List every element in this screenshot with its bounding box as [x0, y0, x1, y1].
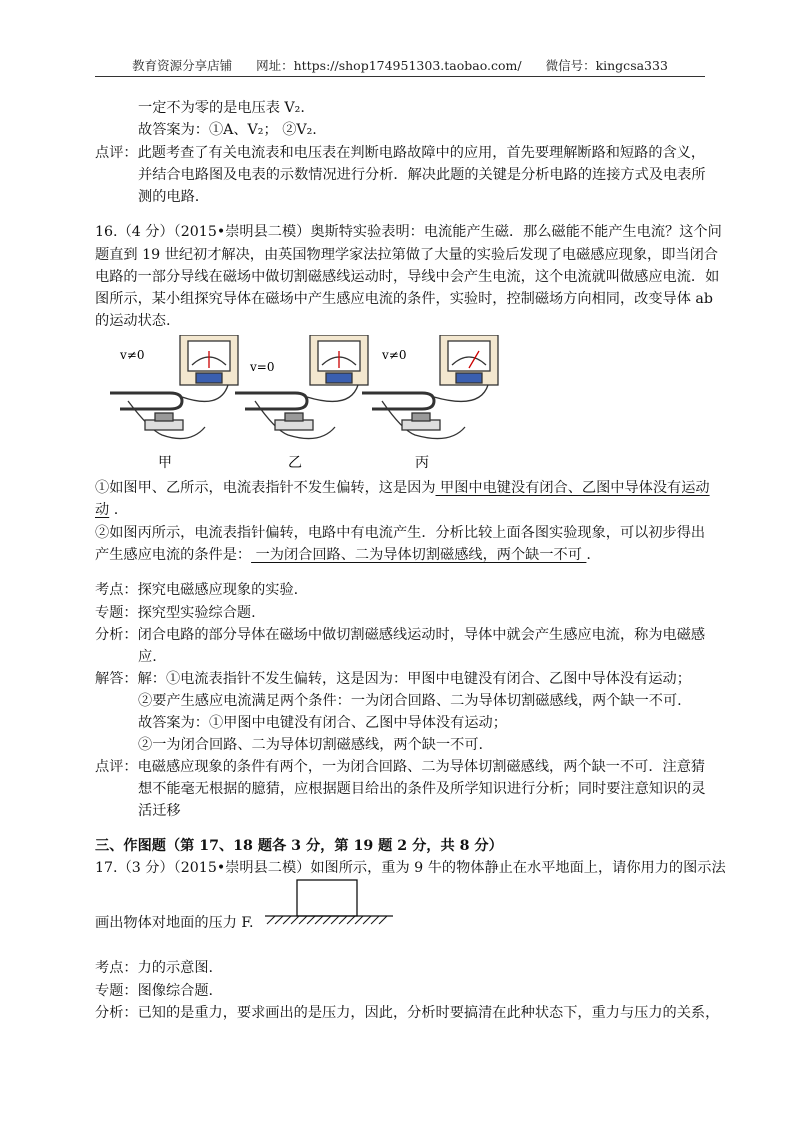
answer-2-end: .: [586, 547, 591, 563]
prev-comment-1: 点评：此题考查了有关电流表和电压表在判断电路故障中的应用，首先要理解断路和短路的含义，: [95, 145, 706, 161]
answer-1-line: [95, 478, 710, 498]
prev-line-2: 故答案为：①A、V₂； ②V₂.: [138, 122, 317, 138]
q17-knowledge-point: 考点：力的示意图.: [95, 960, 214, 976]
answer-1-fill-cont: 动: [95, 502, 110, 518]
velocity-label-yi: v=0: [250, 360, 275, 374]
q16-solution-2: ②要产生感应电流满足两个条件：一为闭合回路、二为导体切割磁感线，两个缺一不可.: [138, 693, 682, 709]
q17-line-1: 17.（3 分）（2015•崇明县二模）如图所示，重为 9 牛的物体静止在水平地面上，请你用力的图示法: [95, 860, 726, 876]
q16-analysis-2: 应.: [138, 649, 157, 665]
velocity-label-jia: v≠0: [120, 348, 145, 362]
header-url: 网址：https://shop174951303.taobao.com/: [256, 58, 522, 73]
ground-hatch: [267, 916, 387, 924]
answer-1-line-2: [95, 500, 118, 520]
page-header: [0, 56, 800, 74]
q16-comment-1: 点评：电磁感应现象的条件有两个，一为闭合回路、二为导体切割磁感线，两个缺一不可．注意猜: [95, 759, 706, 775]
block-on-ground-figure: [265, 878, 395, 928]
q16-solution-1: 解答：解：①电流表指针不发生偏转，这是因为：甲图中电键没有闭合、乙图中导体没有运动；: [95, 671, 691, 687]
block: [297, 880, 357, 916]
velocity-label-bing: v≠0: [382, 348, 407, 362]
q16-line-1: 16.（4 分）（2015•崇明县二模）奥斯特实验表明：电流能产生磁．那么磁能不能产生电流？这个问: [95, 224, 722, 240]
prev-comment-2: 并结合电路图及电表的示数情况进行分析．解决此题的关键是分析电路的连接方式及电表所: [138, 167, 706, 183]
induction-experiment-figure: [110, 335, 530, 475]
q16-comment-3: 活迁移: [138, 803, 181, 819]
q16-line-4: 图所示，某小组探究导体在磁场中产生感应电流的条件，实验时，控制磁场方向相同，改变导体 ab: [95, 291, 713, 307]
q17-topic: 专题：图像综合题.: [95, 983, 214, 999]
q16-analysis-1: 分析：闭合电路的部分导体在磁场中做切割磁感线运动时，导体中就会产生感应电流，称为电磁感: [95, 627, 706, 643]
q16-line-5: 的运动状态.: [95, 313, 171, 329]
q16-comment-2: 想不能毫无根据的臆猜，应根据题目给出的条件及所学知识进行分析；同时要注意知识的灵: [138, 781, 706, 797]
answer-1-end: .: [109, 502, 119, 518]
q16-topic: 专题：探究型实验综合题.: [95, 605, 256, 621]
header-rule: [95, 76, 705, 77]
q17-analysis: 分析：已知的是重力，要求画出的是压力，因此，分析时要搞清在此种状态下，重力与压力的关系，: [95, 1005, 720, 1021]
answer-2-line-1: ②如图丙所示，电流表指针偏转，电路中有电流产生．分析比较上面各图实验现象，可以初步得出: [95, 525, 706, 541]
q16-line-3: 电路的一部分导线在磁场中做切割磁感线运动时，导线中会产生电流，这个电流就叫做感应电流．如: [95, 269, 720, 285]
prev-line-1: 一定不为零的是电压表 V₂.: [138, 100, 305, 116]
q16-solution-4: ②一为闭合回路、二为导体切割磁感线，两个缺一不可.: [138, 737, 484, 753]
header-shop: 教育资源分享店铺: [132, 58, 233, 73]
header-wechat: 微信号：kingcsa333: [545, 58, 668, 73]
answer-2-line-2: [95, 545, 591, 565]
prev-comment-3: 测的电路.: [138, 189, 200, 205]
caption-jia: 甲: [158, 455, 172, 471]
q16-line-2: 题直到 19 世纪初才解决，由英国物理学家法拉第做了大量的实验后发现了电磁感应现象，即当闭合: [95, 247, 718, 263]
answer-1-prompt: ①如图甲、乙所示，电流表指针不发生偏转，这是因为: [95, 480, 436, 496]
caption-bing: 丙: [415, 455, 429, 471]
apparatus-yi: [235, 335, 368, 439]
section-3-title: 三、作图题（第 17、18 题各 3 分，第 19 题 2 分，共 8 分）: [95, 838, 503, 854]
answer-1-fill: 甲图中电键没有闭合、乙图中导体没有运动: [435, 480, 710, 496]
q17-line-2: 画出物体对地面的压力 F.: [95, 915, 254, 931]
q16-knowledge-point: 考点：探究电磁感应现象的实验.: [95, 582, 299, 598]
answer-2-fill: 一为闭合回路、二为导体切割磁感线，两个缺一不可: [251, 547, 587, 563]
q16-solution-3: 故答案为：①甲图中电键没有闭合、乙图中导体没有运动；: [138, 715, 507, 731]
caption-yi: 乙: [288, 455, 302, 471]
answer-2-prompt: 产生感应电流的条件是：: [95, 547, 252, 563]
